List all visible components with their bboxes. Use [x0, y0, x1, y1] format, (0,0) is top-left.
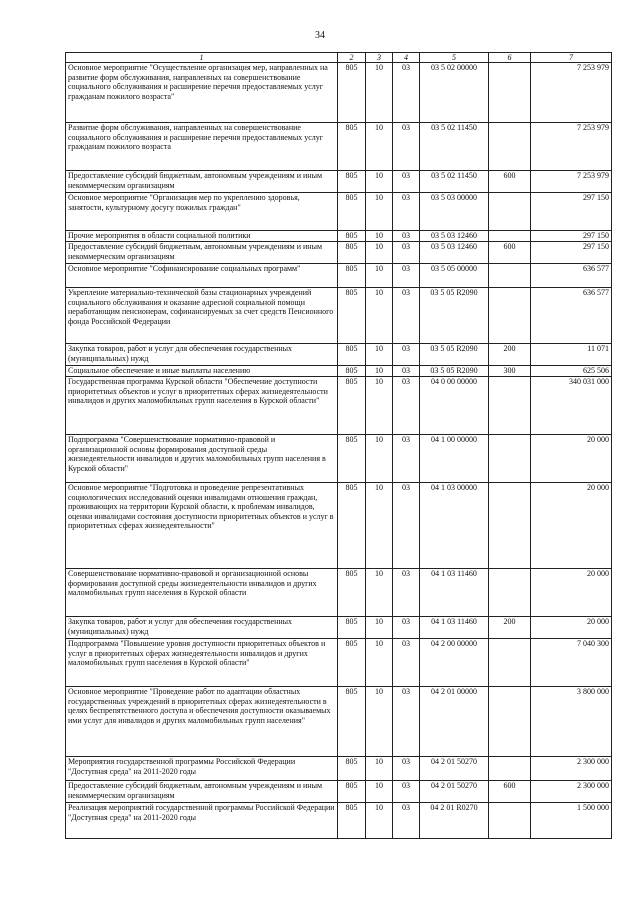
- column-header-csr: 5: [420, 53, 489, 63]
- row-name-cell: Укрепление материально-технической базы стационарных учреждений социального обслуживания и оказание адресной социальной помощи неработающим пенсионерам, софинансируемых за счет средств Пенсионного фонда Российской Федерации: [66, 288, 338, 344]
- row-name-cell: Подпрограмма "Повышение уровня доступности приоритетных объектов и услуг в приоритетных сферах жизнедеятельности инвалидов и других маломобильных групп населения в Курской области": [66, 639, 338, 687]
- row-csr-cell: 04 2 00 00000: [420, 639, 489, 687]
- row-pr-cell: 03: [393, 687, 420, 757]
- row-vr-cell: [489, 435, 531, 483]
- row-vr-cell: 600: [489, 242, 531, 264]
- row-grbs-cell: 805: [338, 242, 366, 264]
- row-name-cell: Подпрограмма "Совершенствование нормативно-правовой и организационной основы формирования доступной среды жизнедеятельности инвалидов и других маломобильных групп населения в Курской области": [66, 435, 338, 483]
- page-number: 34: [315, 30, 325, 41]
- row-csr-cell: 04 2 01 00000: [420, 687, 489, 757]
- row-pr-cell: 03: [393, 231, 420, 242]
- row-grbs-cell: 805: [338, 123, 366, 171]
- table-row: [66, 435, 612, 483]
- row-sum-cell: 20 000: [531, 435, 612, 483]
- row-sum-cell: 297 150: [531, 193, 612, 231]
- row-sum-cell: 340 031 000: [531, 377, 612, 435]
- row-csr-cell: 04 0 00 00000: [420, 377, 489, 435]
- row-sum-cell: 1 500 000: [531, 803, 612, 839]
- row-rz-cell: 10: [366, 757, 393, 781]
- row-rz-cell: 10: [366, 617, 393, 639]
- row-rz-cell: 10: [366, 687, 393, 757]
- row-grbs-cell: 805: [338, 288, 366, 344]
- column-header-name: 1: [66, 53, 338, 63]
- row-csr-cell: 03 5 03 12460: [420, 231, 489, 242]
- row-vr-cell: 200: [489, 617, 531, 639]
- row-vr-cell: [489, 757, 531, 781]
- row-name-cell: Совершенствование нормативно-правовой и организационной основы формирования доступной среды жизнедеятельности инвалидов и других маломобильных групп населения в Курской области: [66, 569, 338, 617]
- row-grbs-cell: 805: [338, 366, 366, 377]
- row-pr-cell: 03: [393, 123, 420, 171]
- row-grbs-cell: 805: [338, 639, 366, 687]
- row-grbs-cell: 805: [338, 344, 366, 366]
- row-csr-cell: 03 5 02 00000: [420, 63, 489, 123]
- row-csr-cell: 03 5 02 11450: [420, 171, 489, 193]
- table-row: [66, 639, 612, 687]
- row-sum-cell: 636 577: [531, 264, 612, 288]
- row-name-cell: Основное мероприятие "Организация мер по укреплению здоровья, занятости, культурному досугу пожилых граждан": [66, 193, 338, 231]
- row-rz-cell: 10: [366, 781, 393, 803]
- row-rz-cell: 10: [366, 63, 393, 123]
- row-vr-cell: [489, 803, 531, 839]
- table-header-row: [66, 53, 612, 63]
- row-csr-cell: 03 5 03 12460: [420, 242, 489, 264]
- row-vr-cell: [489, 639, 531, 687]
- row-sum-cell: 625 506: [531, 366, 612, 377]
- row-pr-cell: 03: [393, 264, 420, 288]
- row-grbs-cell: 805: [338, 757, 366, 781]
- row-vr-cell: 600: [489, 171, 531, 193]
- row-pr-cell: 03: [393, 242, 420, 264]
- row-grbs-cell: 805: [338, 687, 366, 757]
- row-name-cell: Предоставление субсидий бюджетным, автономным учреждениям и иным некоммерческим организациям: [66, 171, 338, 193]
- budget-table: [65, 52, 612, 839]
- row-csr-cell: 03 5 02 11450: [420, 123, 489, 171]
- row-name-cell: Прочие мероприятия в области социальной политики: [66, 231, 338, 242]
- row-sum-cell: 20 000: [531, 617, 612, 639]
- row-vr-cell: [489, 231, 531, 242]
- row-rz-cell: 10: [366, 264, 393, 288]
- row-pr-cell: 03: [393, 639, 420, 687]
- row-name-cell: Закупка товаров, работ и услуг для обеспечения государственных (муниципальных) нужд: [66, 617, 338, 639]
- row-vr-cell: [489, 483, 531, 569]
- row-sum-cell: 297 150: [531, 242, 612, 264]
- row-rz-cell: 10: [366, 435, 393, 483]
- row-csr-cell: 03 5 05 R2090: [420, 288, 489, 344]
- table-row: [66, 569, 612, 617]
- row-csr-cell: 03 5 03 00000: [420, 193, 489, 231]
- row-pr-cell: 03: [393, 435, 420, 483]
- table-row: [66, 242, 612, 264]
- row-rz-cell: 10: [366, 288, 393, 344]
- row-name-cell: Основное мероприятие "Осуществление организация мер, направленных на развитие форм обслуживания, направленных на совершенствование социального обслуживания и расширение перечня предоставляемых услуг гражданам пожилого возраста": [66, 63, 338, 123]
- row-vr-cell: 600: [489, 781, 531, 803]
- row-name-cell: Закупка товаров, работ и услуг для обеспечения государственных (муниципальных) нужд: [66, 344, 338, 366]
- row-csr-cell: 04 1 00 00000: [420, 435, 489, 483]
- table-row: [66, 288, 612, 344]
- row-pr-cell: 03: [393, 193, 420, 231]
- row-name-cell: Государственная программа Курской области "Обеспечение доступности приоритетных объектов и услуг в приоритетных сферах жизнедеятельности инвалидов и других маломобильных групп населения в Курской области": [66, 377, 338, 435]
- column-header-grbs: 2: [338, 53, 366, 63]
- row-pr-cell: 03: [393, 569, 420, 617]
- row-csr-cell: 03 5 05 R2090: [420, 366, 489, 377]
- row-grbs-cell: 805: [338, 193, 366, 231]
- table-row: [66, 483, 612, 569]
- table-row: [66, 171, 612, 193]
- table-row: [66, 366, 612, 377]
- column-header-rz: 3: [366, 53, 393, 63]
- row-grbs-cell: 805: [338, 231, 366, 242]
- row-rz-cell: 10: [366, 344, 393, 366]
- row-rz-cell: 10: [366, 193, 393, 231]
- row-sum-cell: 7 040 300: [531, 639, 612, 687]
- row-name-cell: Основное мероприятие "Проведение работ по адаптации областных государственных учреждений в приоритетных сферах жизнедеятельности в целях беспрепятственного доступа и обеспечения доступности оказываемых ими услуг для инвалидов и других маломобильных групп населения": [66, 687, 338, 757]
- row-name-cell: Мероприятия государственной программы Российской Федерации "Доступная среда" на 2011-2020 годы: [66, 757, 338, 781]
- row-pr-cell: 03: [393, 63, 420, 123]
- row-rz-cell: 10: [366, 171, 393, 193]
- table-row: [66, 803, 612, 839]
- row-sum-cell: 11 071: [531, 344, 612, 366]
- row-csr-cell: 04 2 01 50270: [420, 781, 489, 803]
- column-header-sum: 7: [531, 53, 612, 63]
- row-vr-cell: [489, 288, 531, 344]
- row-sum-cell: 3 800 000: [531, 687, 612, 757]
- row-vr-cell: [489, 569, 531, 617]
- row-rz-cell: 10: [366, 483, 393, 569]
- row-vr-cell: [489, 63, 531, 123]
- row-name-cell: Предоставление субсидий бюджетным, автономным учреждениям и иным некоммерческим организациям: [66, 781, 338, 803]
- row-rz-cell: 10: [366, 803, 393, 839]
- row-sum-cell: 7 253 979: [531, 63, 612, 123]
- row-csr-cell: 03 5 05 00000: [420, 264, 489, 288]
- row-csr-cell: 04 2 01 R0270: [420, 803, 489, 839]
- row-vr-cell: 200: [489, 344, 531, 366]
- row-vr-cell: [489, 123, 531, 171]
- table-row: [66, 231, 612, 242]
- table-row: [66, 687, 612, 757]
- row-pr-cell: 03: [393, 617, 420, 639]
- row-pr-cell: 03: [393, 171, 420, 193]
- row-grbs-cell: 805: [338, 377, 366, 435]
- row-rz-cell: 10: [366, 569, 393, 617]
- row-csr-cell: 04 1 03 11460: [420, 617, 489, 639]
- row-csr-cell: 04 2 01 50270: [420, 757, 489, 781]
- row-pr-cell: 03: [393, 377, 420, 435]
- row-sum-cell: 7 253 979: [531, 123, 612, 171]
- row-sum-cell: 7 253 979: [531, 171, 612, 193]
- row-sum-cell: 297 150: [531, 231, 612, 242]
- table-row: [66, 193, 612, 231]
- table-row: [66, 264, 612, 288]
- row-vr-cell: 300: [489, 366, 531, 377]
- row-grbs-cell: 805: [338, 435, 366, 483]
- row-name-cell: Основное мероприятие "Подготовка и проведение репрезентативных социологических исследований оценки инвалидами отношения граждан, проживающих на территории Курской области, к проблемам инвалидов, оценки инвалидами состояния доступности приоритетных объектов и услуг в приоритетных сферах жизнедеятельности": [66, 483, 338, 569]
- row-grbs-cell: 805: [338, 569, 366, 617]
- row-vr-cell: [489, 264, 531, 288]
- row-sum-cell: 636 577: [531, 288, 612, 344]
- row-name-cell: Развитие форм обслуживания, направленных на совершенствование социального обслуживания и расширение перечня предоставляемых услуг гражданам пожилого возраста: [66, 123, 338, 171]
- row-grbs-cell: 805: [338, 63, 366, 123]
- row-vr-cell: [489, 687, 531, 757]
- row-rz-cell: 10: [366, 639, 393, 687]
- row-sum-cell: 20 000: [531, 569, 612, 617]
- row-rz-cell: 10: [366, 377, 393, 435]
- row-rz-cell: 10: [366, 366, 393, 377]
- row-pr-cell: 03: [393, 344, 420, 366]
- row-sum-cell: 2 300 000: [531, 781, 612, 803]
- row-grbs-cell: 805: [338, 171, 366, 193]
- row-grbs-cell: 805: [338, 617, 366, 639]
- row-name-cell: Социальное обеспечение и иные выплаты населению: [66, 366, 338, 377]
- row-csr-cell: 03 5 05 R2090: [420, 344, 489, 366]
- row-pr-cell: 03: [393, 288, 420, 344]
- row-csr-cell: 04 1 03 11460: [420, 569, 489, 617]
- row-pr-cell: 03: [393, 483, 420, 569]
- column-header-pr: 4: [393, 53, 420, 63]
- table-row: [66, 617, 612, 639]
- row-sum-cell: 20 000: [531, 483, 612, 569]
- row-grbs-cell: 805: [338, 483, 366, 569]
- table-row: [66, 781, 612, 803]
- row-grbs-cell: 805: [338, 803, 366, 839]
- table-body: [66, 63, 612, 839]
- table-row: [66, 344, 612, 366]
- row-grbs-cell: 805: [338, 781, 366, 803]
- row-sum-cell: 2 300 000: [531, 757, 612, 781]
- row-rz-cell: 10: [366, 123, 393, 171]
- row-pr-cell: 03: [393, 366, 420, 377]
- row-name-cell: Реализация мероприятий государственной программы Российской Федерации "Доступная среда" на 2011-2020 годы: [66, 803, 338, 839]
- row-rz-cell: 10: [366, 231, 393, 242]
- column-header-vr: 6: [489, 53, 531, 63]
- row-name-cell: Основное мероприятие "Софинансирование социальных программ": [66, 264, 338, 288]
- table-row: [66, 757, 612, 781]
- row-vr-cell: [489, 193, 531, 231]
- row-grbs-cell: 805: [338, 264, 366, 288]
- table-row: [66, 63, 612, 123]
- row-name-cell: Предоставление субсидий бюджетным, автономным учреждениям и иным некоммерческим организациям: [66, 242, 338, 264]
- row-csr-cell: 04 1 03 00000: [420, 483, 489, 569]
- row-rz-cell: 10: [366, 242, 393, 264]
- table-row: [66, 377, 612, 435]
- row-pr-cell: 03: [393, 781, 420, 803]
- row-pr-cell: 03: [393, 803, 420, 839]
- row-vr-cell: [489, 377, 531, 435]
- row-pr-cell: 03: [393, 757, 420, 781]
- table-row: [66, 123, 612, 171]
